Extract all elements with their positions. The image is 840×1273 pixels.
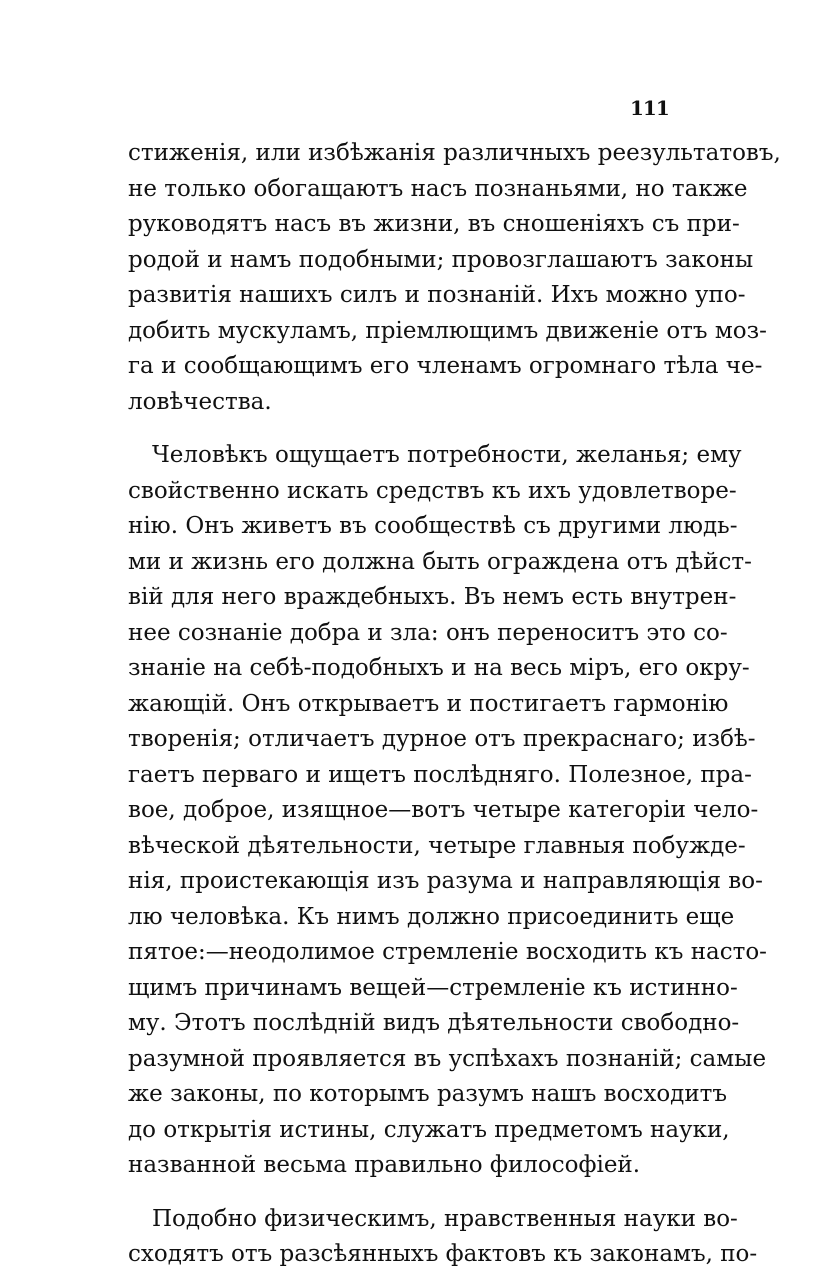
text-line: пятое:—неодолимое стремленіе восходить къ насто- bbox=[128, 939, 767, 965]
text-line: га и сообщающимъ его членамъ огромнаго тѣла че- bbox=[128, 353, 763, 379]
text-line: нію. Онъ живетъ въ сообществѣ съ другими людь- bbox=[128, 513, 738, 539]
text-line: вѣческой дѣятельности, четыре главныя побужде- bbox=[128, 832, 746, 859]
text-line: ми и жизнь его должна быть ограждена отъ дѣйст- bbox=[128, 548, 752, 575]
text-line: родой и намъ подобными; провозглашаютъ законы bbox=[128, 246, 754, 273]
text-line: Подобно физическимъ, нравственныя науки во- bbox=[152, 1205, 738, 1232]
text-line: нее сознаніе добра и зла: онъ переноситъ это со- bbox=[128, 619, 728, 646]
text-line: Человѣкъ ощущаетъ потребности, желанья; ему bbox=[152, 442, 742, 468]
paragraph bbox=[128, 1202, 758, 1273]
text-line: стиженія, или избѣжанія различныхъ реезультатовъ, bbox=[128, 140, 781, 166]
text-line: руководятъ насъ въ жизни, въ сношеніяхъ съ при- bbox=[128, 211, 740, 237]
text-line: до открытія истины, служатъ предметомъ науки, bbox=[128, 1116, 730, 1143]
paragraph bbox=[128, 136, 781, 420]
text-line: вое, доброе, изящное—вотъ четыре категоріи чело- bbox=[128, 797, 759, 823]
page-number: 111 bbox=[630, 96, 669, 120]
text-line: вій для него враждебныхъ. Въ немъ есть внутрен- bbox=[128, 584, 737, 610]
text-line: развитія нашихъ силъ и познаній. Ихъ можно упо- bbox=[128, 282, 746, 308]
text-line: нія, проистекающія изъ разума и направляющія во- bbox=[128, 868, 763, 894]
text-line: не только обогащаютъ насъ познаньями, но также bbox=[128, 175, 748, 202]
text-line: знаніе на себѣ-подобныхъ и на весь міръ, его окру- bbox=[128, 655, 750, 681]
text-line: же законы, по которымъ разумъ нашъ восходитъ bbox=[128, 1081, 728, 1107]
text-line: щимъ причинамъ вещей—стремленіе къ истинно- bbox=[128, 974, 738, 1001]
text-line: жающій. Онъ открываетъ и постигаетъ гармонію bbox=[128, 690, 729, 717]
paragraph bbox=[128, 438, 767, 1184]
text-line: разумной проявляется въ успѣхахъ познаній; самые bbox=[128, 1045, 767, 1072]
text-line: свойственно искать средствъ къ ихъ удовлетворе- bbox=[128, 477, 737, 504]
body-text bbox=[128, 136, 781, 1273]
text-line: добить мускуламъ, пріемлющимъ движеніе отъ моз- bbox=[128, 317, 767, 344]
text-line: сходятъ отъ разсѣянныхъ фактовъ къ законамъ, по- bbox=[128, 1241, 758, 1267]
text-line: гаетъ перваго и ищетъ послѣдняго. Полезное, пра- bbox=[128, 761, 752, 788]
text-line: ловѣчества. bbox=[128, 388, 272, 415]
text-line: му. Этотъ послѣдній видъ дѣятельности свободно- bbox=[128, 1010, 740, 1036]
text-line: названной весьма правильно философіей. bbox=[128, 1152, 641, 1178]
text-line: лю человѣка. Къ нимъ должно присоединить еще bbox=[128, 903, 735, 930]
text-line: творенія; отличаетъ дурное отъ прекраснаго; избѣ- bbox=[128, 726, 756, 752]
